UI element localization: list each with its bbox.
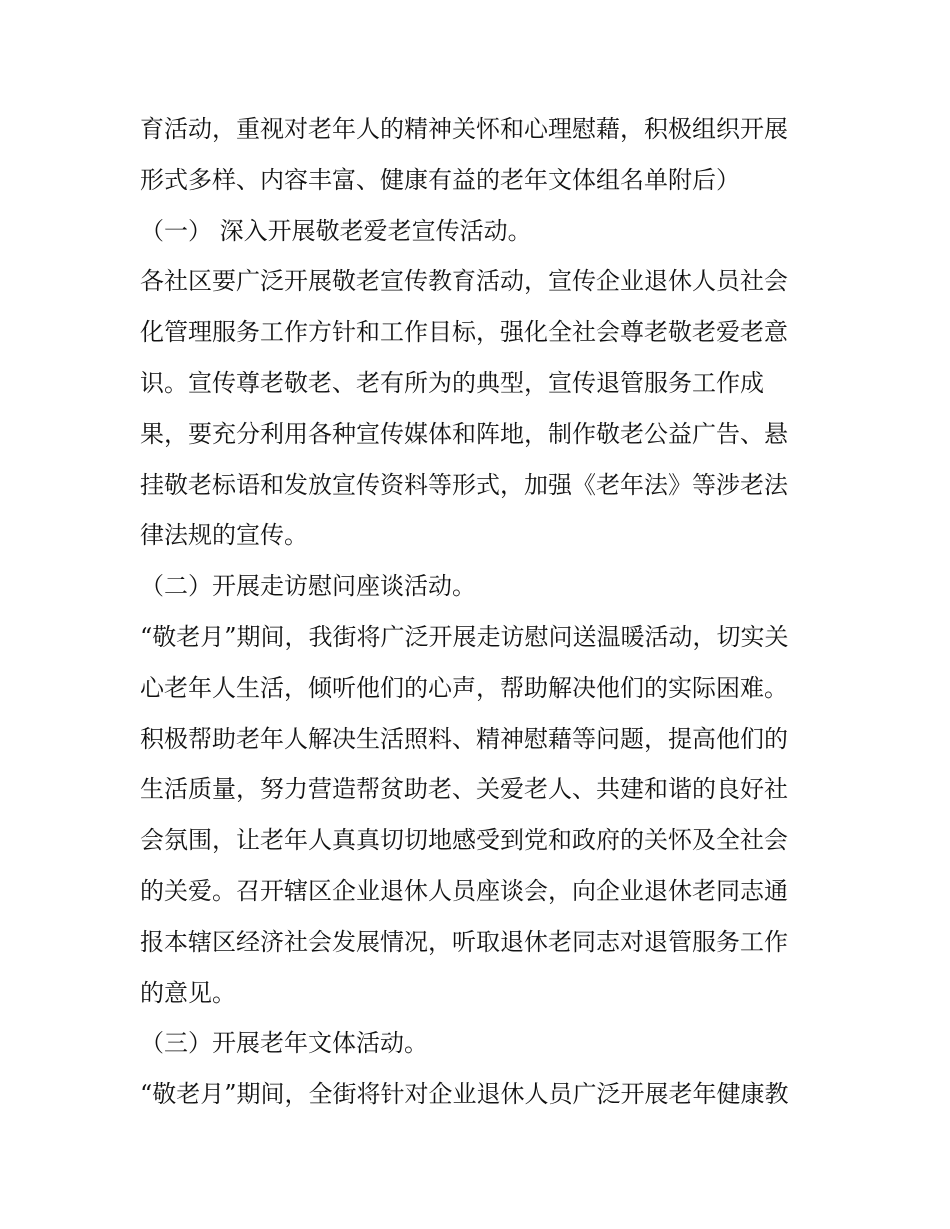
paragraph-line: 各社区要广泛开展敬老宣传教育活动，宣传企业退休人员社会 (140, 267, 788, 296)
paragraph-line: 律法规的宣传。 (140, 521, 308, 550)
body-line-continuation: 育活动，重视对老年人的精神关怀和心理慰藉，积极组织开展 (140, 115, 788, 143)
paragraph-line: 报本辖区经济社会发展情况，听取退休老同志对退管服务工作 (140, 927, 788, 956)
section-heading-1: （一） 深入开展敬老爱老宣传活动。 (140, 216, 532, 245)
section-heading-2: （二）开展走访慰问座谈活动。 (140, 572, 476, 601)
section-heading-3: （三）开展老年文体活动。 (140, 1029, 428, 1058)
paragraph-line: 会氛围，让老年人真真切切地感受到党和政府的关怀及全社会 (140, 826, 788, 855)
document-body (140, 104, 830, 1120)
paragraph-line: 心老年人生活，倾听他们的心声，帮助解决他们的实际困难。 (140, 673, 788, 702)
paragraph-line: 挂敬老标语和发放宣传资料等形式，加强《老年法》等涉老法 (140, 470, 788, 499)
body-line-continuation: 形式多样、内容丰富、健康有益的老年文体组名单附后） (140, 165, 740, 194)
paragraph-line: 化管理服务工作方针和工作目标，强化全社会尊老敬老爱老意 (140, 318, 788, 347)
paragraph-line: 果，要充分利用各种宣传媒体和阵地，制作敬老公益广告、悬 (140, 419, 788, 448)
paragraph-line: “敬老月”期间，全街将针对企业退休人员广泛开展老年健康教 (140, 1080, 789, 1109)
paragraph-line: 的关爱。召开辖区企业退休人员座谈会，向企业退休老同志通 (140, 876, 788, 905)
paragraph-line: “敬老月”期间，我街将广泛开展走访慰问送温暖活动，切实关 (140, 622, 789, 651)
paragraph-line: 生活质量，努力营造帮贫助老、关爱老人、共建和谐的良好社 (140, 775, 788, 804)
paragraph-line: 识。宣传尊老敬老、老有所为的典型，宣传退管服务工作成 (140, 368, 764, 397)
paragraph-line: 的意见。 (140, 978, 236, 1007)
paragraph-line: 积极帮助老年人解决生活照料、精神慰藉等问题，提高他们的 (140, 724, 788, 753)
